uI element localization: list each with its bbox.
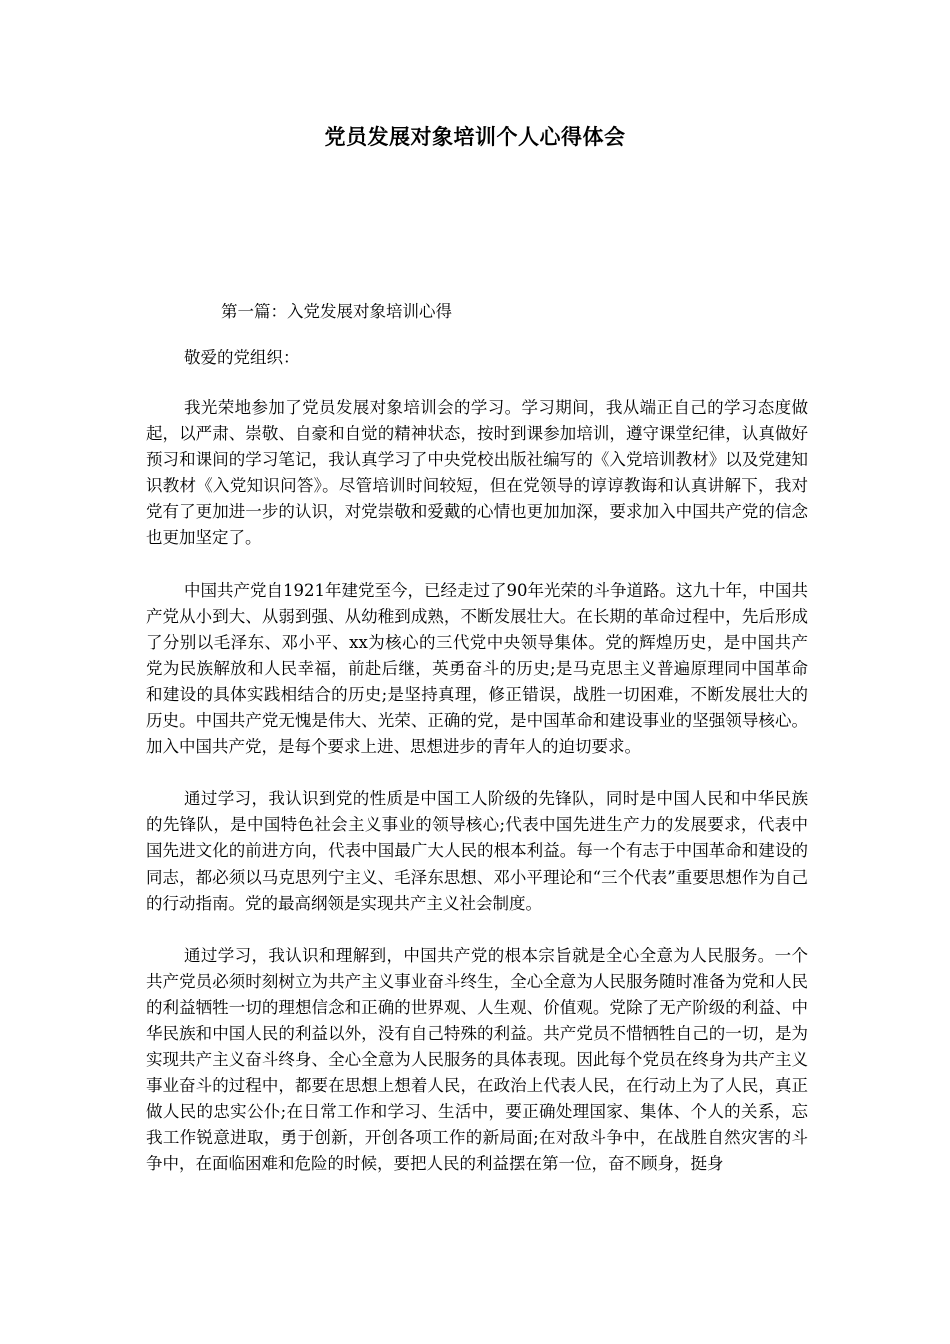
paragraph: 我光荣地参加了党员发展对象培训会的学习。学习期间，我从端正自己的学习态度做起，以严肃、崇敬、自豪和自觉的精神状态，按时到课参加培训，遵守课堂纪律，认真做好预习和课间的学习笔记，我认真学习了中央党校出版社编写的《入党培训教材》以及党建知识教材《入党知识问答》。尽管培训时间较短，但在党领导的谆谆教诲和认真讲解下，我对党有了更加进一步的认识，对党崇敬和爱戴的心情也更加加深，要求加入中国共产党的信念也更加坚定了。: [146, 398, 808, 548]
document-title: 党员发展对象培训个人心得体会: [324, 125, 626, 149]
paragraph: 中国共产党自1921年建党至今，已经走过了90年光荣的斗争道路。这九十年，中国共产党从小到大、从弱到强、从幼稚到成熟，不断发展壮大。在长期的革命过程中，先后形成了分别以毛泽东、邓小平、xx为核心的三代党中央领导集体。党的辉煌历史，是中国共产党为民族解放和人民幸福，前赴后继，英勇奋斗的历史;是马克思主义普遍原理同中国革命和建设的具体实践相结合的历史;是坚持真理，修正错误，战胜一切困难，不断发展壮大的历史。中国共产党无愧是伟大、光荣、正确的党，是中国革命和建设事业的坚强领导核心。加入中国共产党，是每个要求上进、思想进步的青年人的迫切要求。: [146, 580, 808, 757]
salutation: 敬爱的党组织：: [184, 348, 300, 367]
paragraph: 通过学习，我认识到党的性质是中国工人阶级的先锋队，同时是中国人民和中华民族的先锋队，是中国特色社会主义事业的领导核心;代表中国先进生产力的发展要求，代表中国先进文化的前进方向，代表中国最广大人民的根本利益。每一个有志于中国革命和建设的同志，都必须以马克思列宁主义、毛泽东思想、邓小平理论和“三个代表”重要思想作为自己的行动指南。党的最高纲领是实现共产主义社会制度。: [146, 789, 808, 913]
body-text: [146, 395, 808, 1204]
paragraph: 通过学习，我认识和理解到，中国共产党的根本宗旨就是全心全意为人民服务。一个共产党员必须时刻树立为共产主义事业奋斗终生，全心全意为人民服务随时准备为党和人民的利益牺牲一切的理想信念和正确的世界观、人生观、价值观。党除了无产阶级的利益、中华民族和中国人民的利益以外，没有自己特殊的利益。共产党员不惜牺牲自己的一切，是为实现共产主义奋斗终身、全心全意为人民服务的具体表现。因此每个党员在终身为共产主义事业奋斗的过程中，都要在思想上想着人民，在政治上代表人民，在行动上为了人民，真正做人民的忠实公仆;在日常工作和学习、生活中，要正确处理国家、集体、个人的关系，忘我工作锐意进取，勇于创新，开创各项工作的新局面;在对敌斗争中，在战胜自然灾害的斗争中，在面临困难和危险的时候，要把人民的利益摆在第一位，奋不顾身，挺身: [146, 945, 808, 1174]
section-heading: 第一篇：入党发展对象培训心得: [221, 302, 452, 321]
